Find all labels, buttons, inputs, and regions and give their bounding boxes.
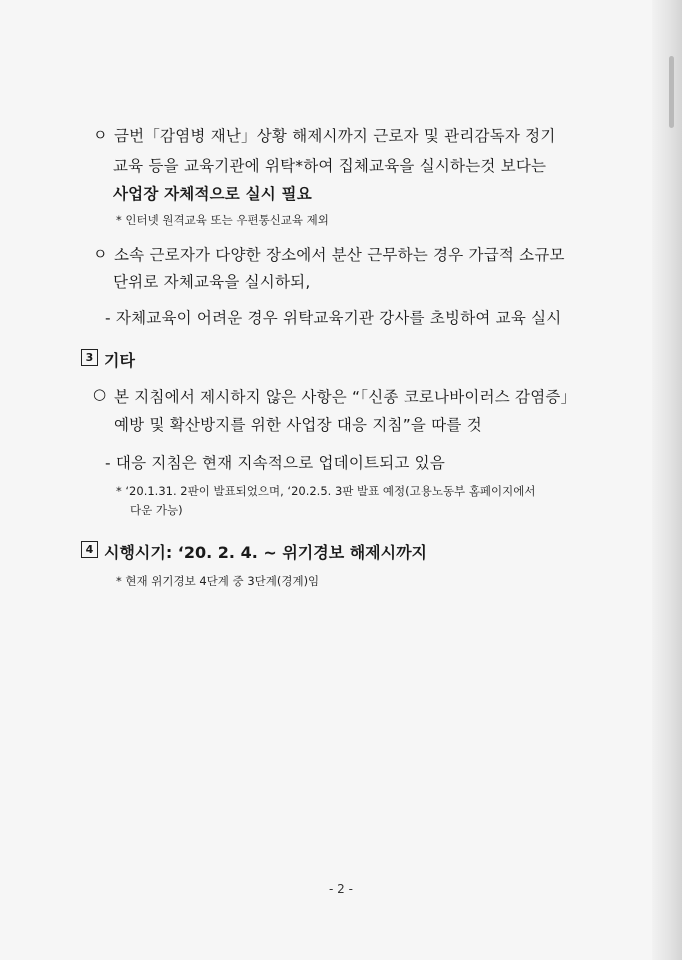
bullet-2-line-1: 소속 근로자가 다양한 장소에서 분산 근무하는 경우 가급적 소규모	[114, 246, 565, 264]
section-4-title: 시행시기: ‘20. 2. 4. ~ 위기경보 해제시까지	[104, 543, 427, 562]
section-3-bullet-marker: ○	[93, 385, 107, 403]
bullet-1-line-2: 교육 등을 교육기관에 위탁*하여 집체교육을 실시하는것 보다는	[113, 157, 547, 175]
scrollbar-thumb[interactable]	[669, 56, 674, 128]
bullet-2-sub-item: - 자체교육이 어려운 경우 위탁교육기관 강사를 초빙하여 교육 실시	[105, 309, 562, 327]
section-4-number-box: 4	[81, 541, 98, 558]
section-3-bullet-line-1: 본 지침에서 제시하지 않은 사항은 “「신종 코로나바이러스 감염증」	[114, 388, 577, 406]
section-3-number-box: 3	[81, 349, 98, 366]
bullet-2-line-2: 단위로 자체교육을 실시하되,	[113, 273, 311, 291]
bullet-marker-2: ㅇ	[93, 245, 108, 263]
section-4-note: * 현재 위기경보 4단계 중 3단계(경계)임	[116, 574, 320, 588]
section-3-note-line-2: 다운 가능)	[130, 503, 183, 517]
bullet-1-line-1: 금번「감염병 재난」상황 해제시까지 근로자 및 관리감독자 정기	[114, 127, 556, 145]
section-3-note-line-1: * ‘20.1.31. 2판이 발표되었으며, ‘20.2.5. 3판 발표 예정(고용노동부 홈페이지에서	[116, 484, 536, 498]
page-number: - 2 -	[329, 882, 353, 896]
section-3-title: 기타	[104, 351, 135, 370]
section-3-bullet-line-2: 예방 및 확산방지를 위한 사업장 대응 지침”을 따를 것	[114, 416, 482, 434]
page-edge-shadow	[652, 0, 682, 960]
section-3-sub-item: - 대응 지침은 현재 지속적으로 업데이트되고 있음	[105, 454, 446, 472]
bullet-1-note: * 인터넷 원격교육 또는 우편통신교육 제외	[116, 213, 329, 227]
bullet-1-line-3: 사업장 자체적으로 실시 필요	[113, 185, 312, 203]
bullet-marker-1: ㅇ	[93, 126, 108, 144]
